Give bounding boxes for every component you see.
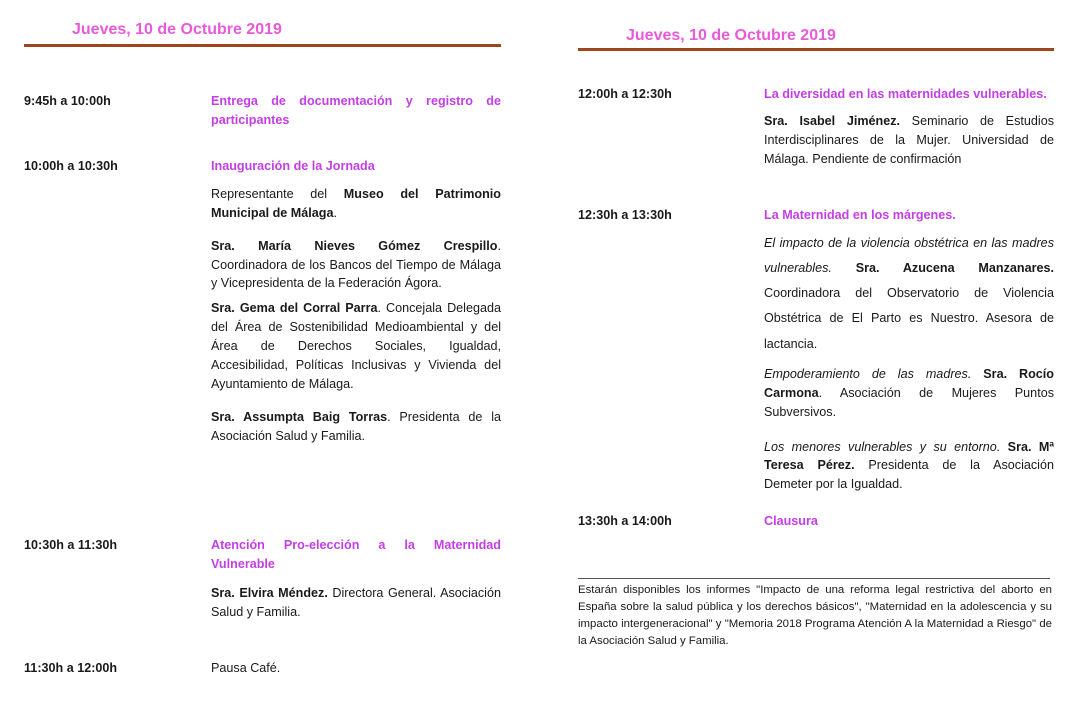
- participant-entry: Sra. Assumpta Baig Torras. Presidenta de la Asociación Salud y Familia.: [211, 409, 501, 443]
- slot-content: [211, 92, 501, 130]
- talk-entry: Empoderamiento de las madres. Sra. Rocío Carmona. Asociación de Mujeres Puntos Subversivos.: [764, 366, 1054, 419]
- talk-entry: Los menores vulnerables y su entorno. Sra. Mª Teresa Pérez. Presidenta de la Asociación Demeter por la Igualdad.: [764, 439, 1054, 492]
- slot-title: La diversidad en las maternidades vulnerables.: [764, 87, 1047, 101]
- title-rule-right: [578, 48, 1054, 51]
- day-title-right: Jueves, 10 de Octubre 2019: [626, 27, 836, 44]
- slot-time: 10:30h a 11:30h: [24, 538, 118, 552]
- slot-title: La Maternidad en los márgenes.: [764, 208, 956, 222]
- participant-entry: Sra. María Nieves Gómez Crespillo. Coordinadora de los Bancos del Tiempo de Málaga y Vicepresidenta de la Federación Ágora.: [211, 238, 501, 291]
- footer-note: Estarán disponibles los informes "Impacto de una reforma legal restrictiva del aborto en España sobre la salud pública y los derechos básicos", "Maternidad en la adolescencia y su impacto intergeneracional" y "Memoria 2018 Programa Atención A la Maternidad a Riesgo" de la Asociación Salud y Familia.: [578, 584, 1052, 648]
- slot-title: Inauguración de la Jornada: [211, 159, 375, 173]
- slot-title: Atención Pro-elección a la Maternidad Vulnerable: [211, 538, 501, 571]
- slot-title: Entrega de documentación y registro de participantes: [211, 94, 501, 127]
- slot-content: [764, 85, 1054, 169]
- slot-title: Clausura: [764, 514, 818, 528]
- slot-time: 9:45h a 10:00h: [24, 94, 111, 108]
- participant-entry: Sra. Gema del Corral Parra. Concejala Delegada del Área de Sostenibilidad Medioambiental y del Área de Derechos Sociales, Igualdad, Accesibilidad, Políticas Inclusivas y Vivienda del Ayuntamiento de Málaga.: [211, 301, 501, 391]
- talk-entry: El impacto de la violencia obstétrica en las madres vulnerables. Sra. Azucena Manzanares. Coordinadora del Observatorio de Violencia Obstétrica de El Parto es Nuestro. Asesora de lactancia.: [764, 235, 1055, 351]
- slot-content: [211, 157, 501, 446]
- slot-content: [211, 536, 501, 622]
- footer-divider: [578, 578, 1050, 579]
- participant-entry: Sra. Isabel Jiménez. Seminario de Estudios Interdisciplinares de la Mujer. Universidad de Málaga. Pendiente de confirmación: [764, 113, 1054, 166]
- participant-entry: Representante del Museo del Patrimonio Municipal de Málaga.: [211, 186, 501, 220]
- slot-time: 13:30h a 14:00h: [578, 514, 672, 528]
- slot-content: [211, 659, 501, 678]
- slot-content: [764, 206, 1054, 494]
- title-rule-left: [24, 44, 501, 47]
- slot-time: 11:30h a 12:00h: [24, 661, 118, 675]
- slot-text: Pausa Café.: [211, 661, 281, 675]
- slot-time: 12:00h a 12:30h: [578, 87, 672, 101]
- slot-time: 10:00h a 10:30h: [24, 159, 118, 173]
- day-title-left: Jueves, 10 de Octubre 2019: [72, 21, 282, 38]
- slot-time: 12:30h a 13:30h: [578, 208, 672, 222]
- slot-content: [764, 512, 1054, 531]
- participant-entry: Sra. Elvira Méndez. Directora General. Asociación Salud y Familia.: [211, 585, 501, 619]
